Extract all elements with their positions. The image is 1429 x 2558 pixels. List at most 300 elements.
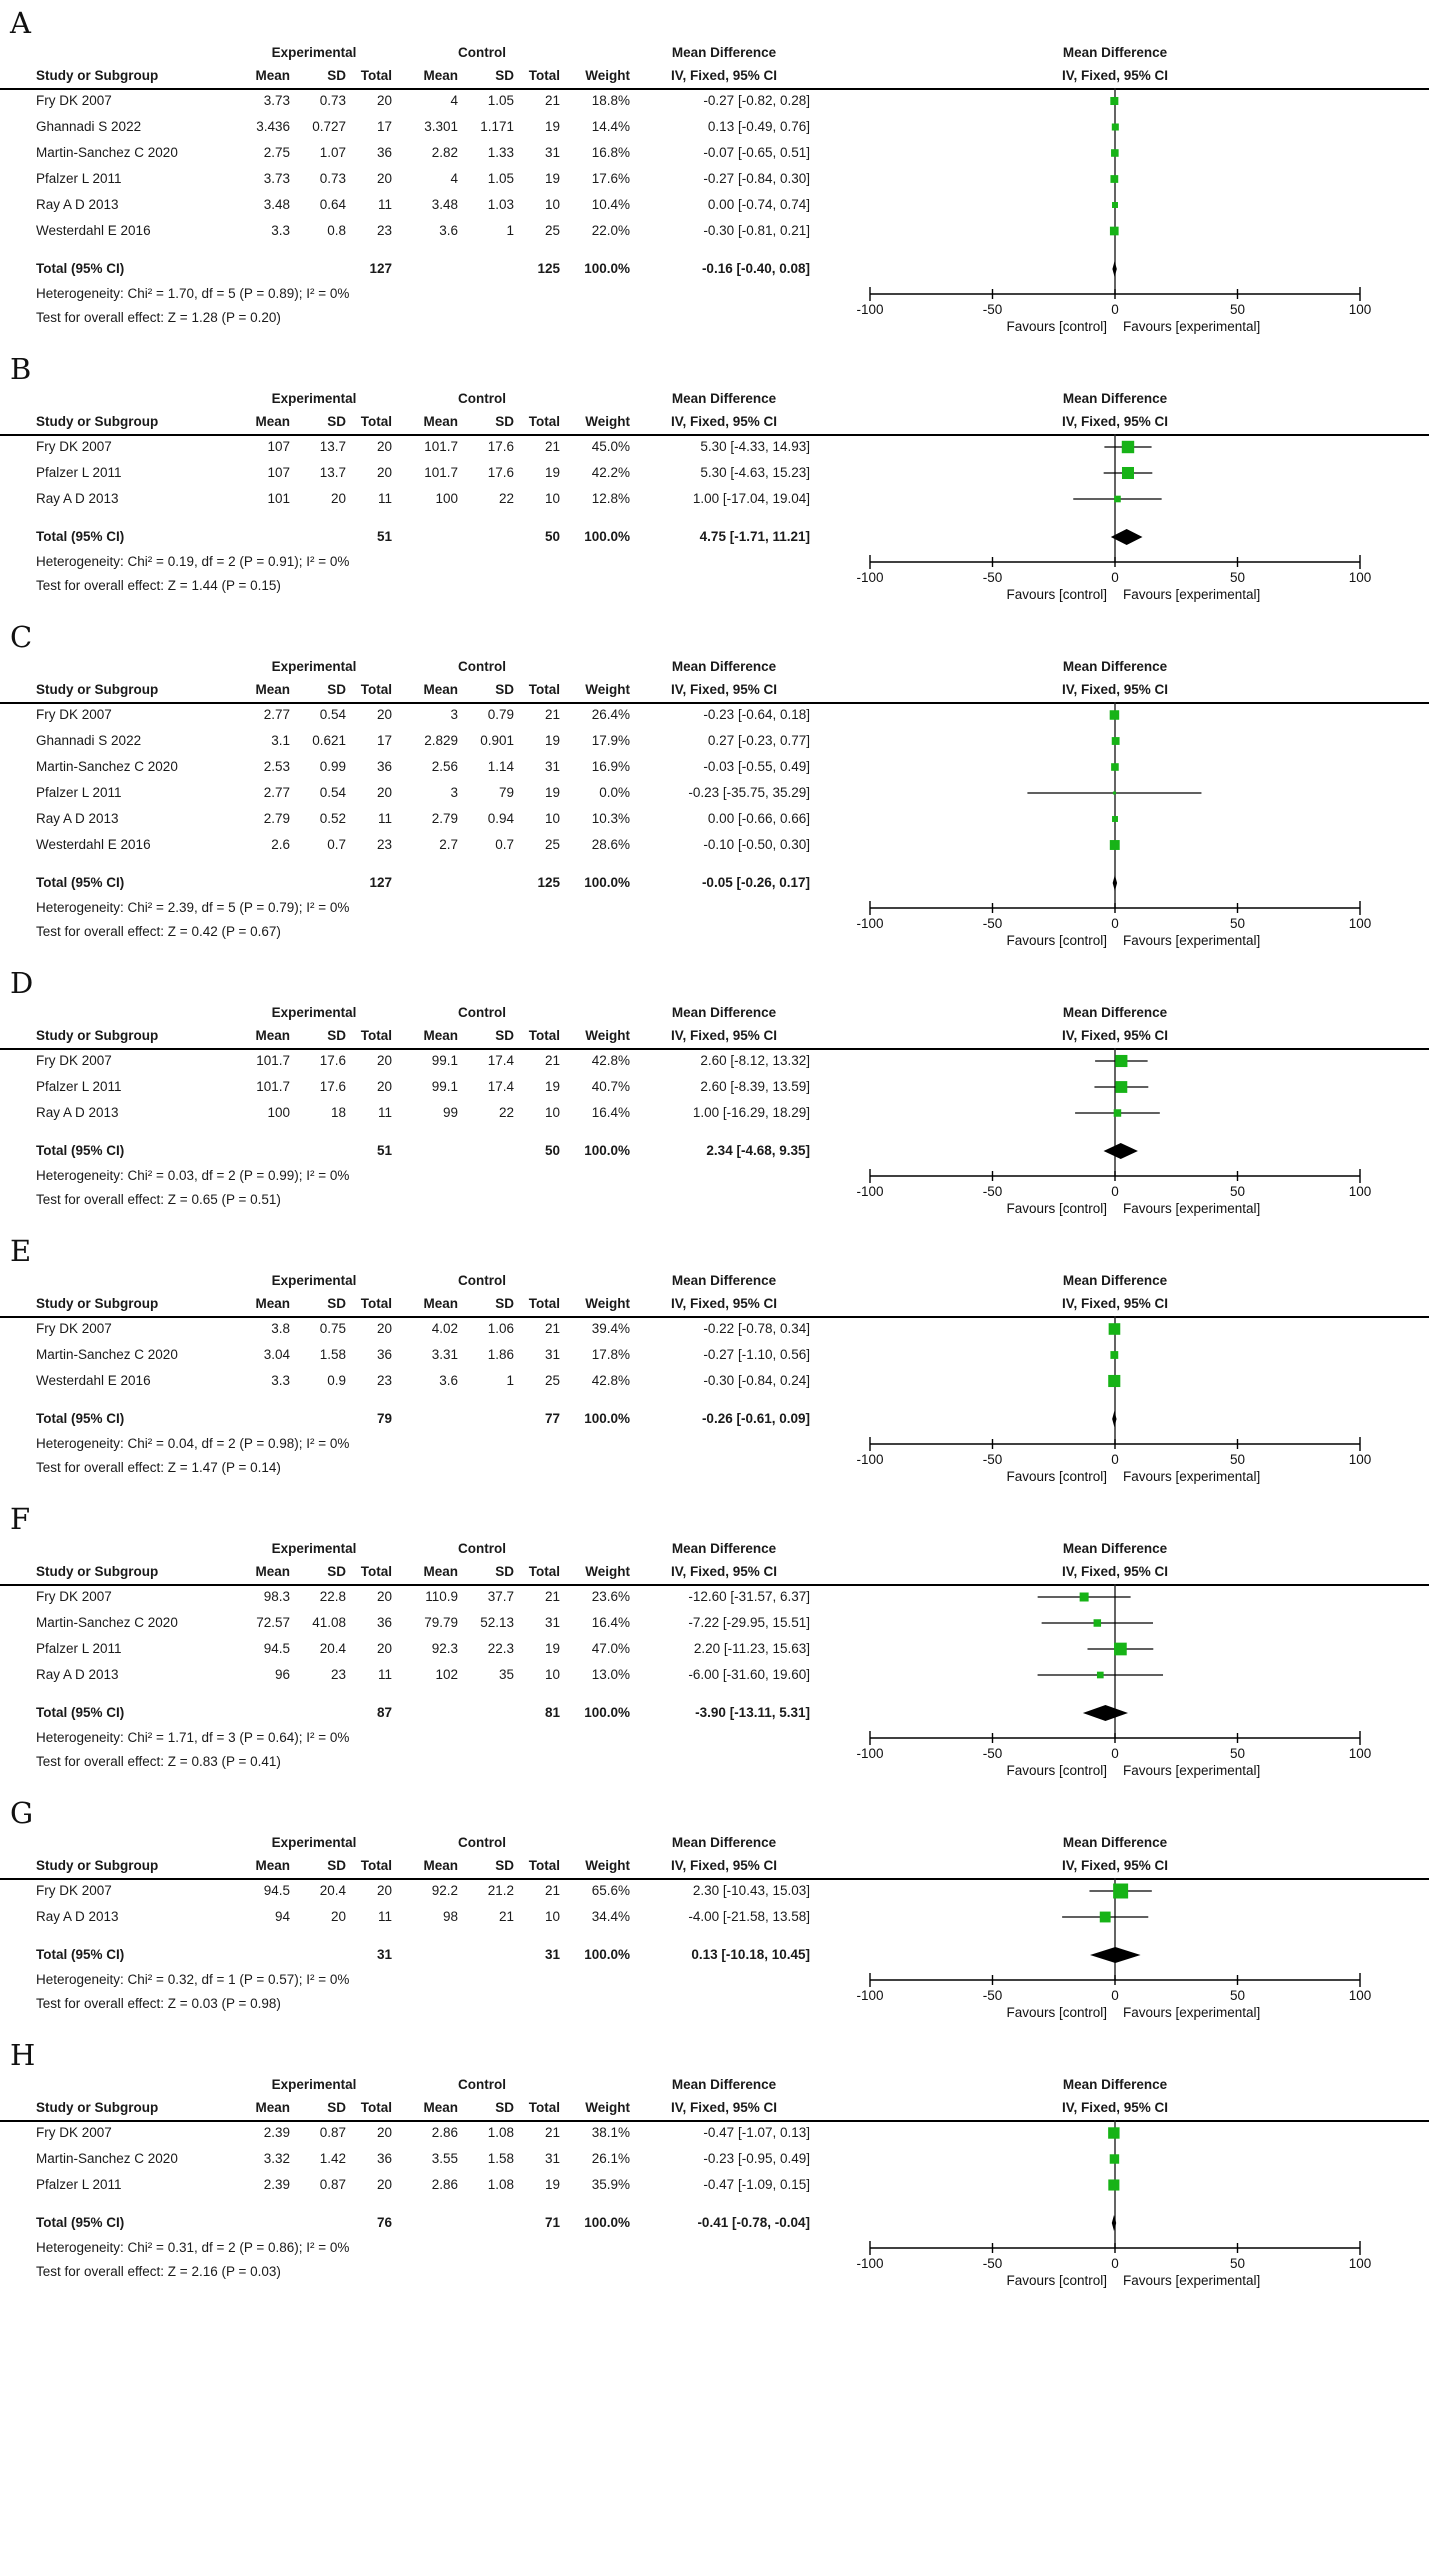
ci-text-cell: -12.60 [-31.57, 6.37] <box>688 1589 810 1604</box>
panel-body-B <box>0 388 1429 604</box>
table-gap <box>0 858 812 870</box>
exp-sd: 0.87 <box>319 2177 346 2192</box>
weight-cell: 26.1% <box>591 2151 630 2166</box>
ci-text-cell: -0.30 [-0.84, 0.24] <box>703 1373 810 1388</box>
exp-total: 11 <box>377 1667 392 1682</box>
total-ci-text: 4.75 [-1.71, 11.21] <box>699 529 810 544</box>
ci-text-cell: 0.27 [-0.23, 0.77] <box>707 733 810 748</box>
ctrl-sd-header: SD <box>495 414 514 429</box>
ctrl-mean: 101.7 <box>424 439 458 454</box>
weight-cell: 16.8% <box>591 145 630 160</box>
study-marker <box>1108 1375 1120 1387</box>
ctrl-sd: 1.58 <box>487 2151 514 2166</box>
control-group-header: Control <box>458 1273 506 1288</box>
control-group-header: Control <box>458 1005 506 1020</box>
axis-tick-label: 0 <box>1111 916 1119 931</box>
axis-tick-label: 100 <box>1348 2256 1372 2271</box>
axis-tick-label: -100 <box>856 1746 884 1761</box>
ctrl-total: 19 <box>544 2177 560 2192</box>
ctrl-sd: 1.03 <box>487 197 514 212</box>
exp-sd: 0.9 <box>327 1373 346 1388</box>
experimental-group-header: Experimental <box>271 1005 357 1020</box>
exp-mean: 98.3 <box>263 1589 290 1604</box>
exp-total: 20 <box>376 465 392 480</box>
total-exp-n: 51 <box>376 529 392 544</box>
weight-cell: 39.4% <box>591 1321 630 1336</box>
total-diamond <box>1104 1143 1138 1159</box>
control-group-header: Control <box>458 45 506 60</box>
exp-sd-header: SD <box>327 68 346 83</box>
plot-effect-header-line1: Mean Difference <box>1062 1273 1168 1288</box>
study-table <box>0 2074 812 2284</box>
study-name: Pfalzer L 2011 <box>36 171 122 186</box>
total-ci-text: -0.05 [-0.26, 0.17] <box>701 875 810 890</box>
control-group-header: Control <box>458 2077 506 2092</box>
total-ctrl-n: 31 <box>544 1947 560 1962</box>
study-marker <box>1122 441 1134 453</box>
ctrl-mean: 3 <box>450 707 458 722</box>
ctrl-mean: 4.02 <box>431 1321 458 1336</box>
ctrl-mean: 4 <box>450 171 458 186</box>
exp-mean: 3.73 <box>263 171 290 186</box>
ctrl-total: 19 <box>544 171 560 186</box>
study-marker <box>1112 123 1119 130</box>
axis-tick-label: 100 <box>1348 570 1372 585</box>
ctrl-sd: 17.6 <box>487 439 514 454</box>
weight-cell: 13.0% <box>591 1667 630 1682</box>
ctrl-total-header: Total <box>528 1296 560 1311</box>
study-name: Ray A D 2013 <box>36 1909 119 1924</box>
exp-total-header: Total <box>360 414 392 429</box>
ctrl-mean: 100 <box>435 491 458 506</box>
study-name: Pfalzer L 2011 <box>36 465 122 480</box>
exp-mean: 107 <box>267 439 290 454</box>
effect-header-line2: IV, Fixed, 95% CI <box>670 682 778 697</box>
ctrl-mean: 3.31 <box>431 1347 458 1362</box>
panel-body-A <box>0 42 1429 336</box>
total-exp-n: 76 <box>376 2215 392 2230</box>
ctrl-sd-header: SD <box>495 682 514 697</box>
exp-total: 36 <box>376 759 392 774</box>
exp-mean: 94 <box>274 1909 290 1924</box>
forest-plot-A <box>830 42 1400 336</box>
effect-header-line1: Mean Difference <box>671 1835 777 1850</box>
weight-cell: 16.4% <box>591 1615 630 1630</box>
ci-text-cell: -0.22 [-0.78, 0.34] <box>703 1321 810 1336</box>
panel-body-G <box>0 1832 1429 2022</box>
exp-sd: 0.621 <box>312 733 346 748</box>
study-name: Ghannadi S 2022 <box>36 733 142 748</box>
study-marker <box>1112 202 1118 208</box>
total-ctrl-n: 125 <box>537 875 560 890</box>
exp-total-header: Total <box>360 1564 392 1579</box>
exp-total: 11 <box>377 1909 392 1924</box>
total-weight: 100.0% <box>584 261 630 276</box>
study-marker <box>1108 2179 1119 2190</box>
exp-mean: 2.79 <box>263 811 290 826</box>
exp-mean: 2.39 <box>263 2125 290 2140</box>
exp-mean: 2.6 <box>271 837 290 852</box>
ctrl-sd: 1.08 <box>487 2125 514 2140</box>
plot-effect-header-line1: Mean Difference <box>1062 2077 1168 2092</box>
study-table <box>0 1832 812 2016</box>
exp-total-header: Total <box>360 2100 392 2115</box>
exp-total: 20 <box>376 1883 392 1898</box>
weight-cell: 28.6% <box>591 837 630 852</box>
study-name: Fry DK 2007 <box>36 1589 112 1604</box>
axis-tick-label: -50 <box>982 570 1003 585</box>
exp-sd: 1.07 <box>319 145 346 160</box>
effect-header-line1: Mean Difference <box>671 659 777 674</box>
axis-tick-label: 0 <box>1111 570 1119 585</box>
study-marker <box>1110 2154 1119 2163</box>
exp-sd: 22.8 <box>319 1589 346 1604</box>
favours-left-label: Favours [control] <box>1006 933 1107 948</box>
exp-sd-header: SD <box>327 1564 346 1579</box>
ctrl-mean: 98 <box>442 1909 458 1924</box>
heterogeneity-text: Heterogeneity: Chi² = 0.19, df = 2 (P = 0.91); I² = 0% <box>36 554 350 569</box>
study-marker <box>1100 1912 1111 1923</box>
study-marker <box>1115 1081 1127 1093</box>
axis-tick-label: 100 <box>1348 1746 1372 1761</box>
favours-right-label: Favours [experimental] <box>1123 933 1261 948</box>
exp-sd-header: SD <box>327 414 346 429</box>
panel-letter-D: D <box>10 966 34 1000</box>
ctrl-total: 31 <box>544 1347 560 1362</box>
exp-total-header: Total <box>360 68 392 83</box>
exp-total: 11 <box>377 811 392 826</box>
ci-text-cell: -4.00 [-21.58, 13.58] <box>688 1909 810 1924</box>
total-ci-text: -0.16 [-0.40, 0.08] <box>701 261 810 276</box>
study-column-header: Study or Subgroup <box>36 414 159 429</box>
ctrl-total: 21 <box>544 2125 560 2140</box>
exp-sd: 20 <box>330 1909 346 1924</box>
exp-total: 11 <box>377 197 392 212</box>
total-ci-text: -0.26 [-0.61, 0.09] <box>701 1411 810 1426</box>
study-name: Ray A D 2013 <box>36 811 119 826</box>
plot-effect-header-line2: IV, Fixed, 95% CI <box>1061 1296 1169 1311</box>
ctrl-sd: 37.7 <box>487 1589 514 1604</box>
exp-mean-header: Mean <box>255 1858 290 1873</box>
total-ctrl-n: 71 <box>544 2215 560 2230</box>
panel-body-E <box>0 1270 1429 1486</box>
panel-body-D <box>0 1002 1429 1218</box>
ctrl-sd-header: SD <box>495 68 514 83</box>
study-name: Martin-Sanchez C 2020 <box>36 1347 178 1362</box>
ctrl-total: 21 <box>544 1053 560 1068</box>
forest-plot-B <box>830 388 1400 604</box>
study-name: Ray A D 2013 <box>36 1667 119 1682</box>
exp-total: 23 <box>376 223 392 238</box>
favours-right-label: Favours [experimental] <box>1123 1469 1261 1484</box>
ctrl-mean-header: Mean <box>423 414 458 429</box>
overall-effect-text: Test for overall effect: Z = 2.16 (P = 0.03) <box>36 2264 281 2279</box>
study-name: Martin-Sanchez C 2020 <box>36 759 178 774</box>
ci-text-cell: 5.30 [-4.63, 15.23] <box>700 465 810 480</box>
exp-sd: 0.73 <box>319 93 346 108</box>
effect-header-line2: IV, Fixed, 95% CI <box>670 1858 778 1873</box>
weight-header: Weight <box>585 1564 630 1579</box>
study-marker <box>1110 840 1120 850</box>
exp-total: 36 <box>376 2151 392 2166</box>
weight-cell: 16.9% <box>591 759 630 774</box>
control-group-header: Control <box>458 1541 506 1556</box>
experimental-group-header: Experimental <box>271 2077 357 2092</box>
exp-mean-header: Mean <box>255 682 290 697</box>
effect-header-line2: IV, Fixed, 95% CI <box>670 1564 778 1579</box>
exp-total: 20 <box>376 93 392 108</box>
study-marker <box>1111 149 1119 157</box>
axis-tick-label: -100 <box>856 916 884 931</box>
overall-effect-text: Test for overall effect: Z = 1.44 (P = 0.15) <box>36 578 281 593</box>
study-name: Westerdahl E 2016 <box>36 837 151 852</box>
control-group-header: Control <box>458 1835 506 1850</box>
ci-text-cell: -0.23 [-0.64, 0.18] <box>703 707 810 722</box>
header-spacer <box>566 1270 636 1292</box>
control-group-header: Control <box>458 659 506 674</box>
weight-cell: 26.4% <box>591 707 630 722</box>
study-marker <box>1080 1593 1089 1602</box>
ctrl-mean: 3.301 <box>424 119 458 134</box>
ctrl-total: 10 <box>544 491 560 506</box>
study-name: Fry DK 2007 <box>36 1053 112 1068</box>
ctrl-mean: 110.9 <box>425 1589 458 1604</box>
exp-mean: 72.57 <box>256 1615 290 1630</box>
weight-cell: 14.4% <box>591 119 630 134</box>
effect-header-line1: Mean Difference <box>671 1005 777 1020</box>
favours-right-label: Favours [experimental] <box>1123 1201 1261 1216</box>
ctrl-sd: 79 <box>498 785 514 800</box>
ctrl-mean-header: Mean <box>423 1858 458 1873</box>
ctrl-mean-header: Mean <box>423 68 458 83</box>
ctrl-total: 31 <box>544 145 560 160</box>
exp-sd: 18 <box>330 1105 346 1120</box>
ctrl-mean: 2.7 <box>439 837 458 852</box>
axis-tick-label: 100 <box>1348 1988 1372 2003</box>
exp-total: 20 <box>376 2177 392 2192</box>
forest-plot-E <box>830 1270 1400 1486</box>
panel-body-C <box>0 656 1429 950</box>
ctrl-total: 19 <box>544 1641 560 1656</box>
exp-sd: 1.58 <box>319 1347 346 1362</box>
ctrl-sd: 0.94 <box>487 811 514 826</box>
ctrl-sd: 1.33 <box>487 145 514 160</box>
experimental-group-header: Experimental <box>271 1541 357 1556</box>
exp-mean: 2.77 <box>263 785 290 800</box>
header-spacer <box>0 1002 230 1024</box>
ctrl-total-header: Total <box>528 682 560 697</box>
exp-sd-header: SD <box>327 2100 346 2115</box>
ctrl-total: 21 <box>544 1883 560 1898</box>
total-ci-text: 2.34 [-4.68, 9.35] <box>706 1143 810 1158</box>
total-row-label: Total (95% CI) <box>36 261 125 276</box>
exp-total: 11 <box>377 1105 392 1120</box>
ctrl-sd-header: SD <box>495 1858 514 1873</box>
plot-effect-header-line1: Mean Difference <box>1062 1835 1168 1850</box>
study-name: Westerdahl E 2016 <box>36 1373 151 1388</box>
weight-header: Weight <box>585 2100 630 2115</box>
study-column-header: Study or Subgroup <box>36 682 159 697</box>
study-name: Martin-Sanchez C 2020 <box>36 1615 178 1630</box>
total-weight: 100.0% <box>584 529 630 544</box>
favours-left-label: Favours [control] <box>1006 1469 1107 1484</box>
study-name: Fry DK 2007 <box>36 1321 112 1336</box>
study-name: Martin-Sanchez C 2020 <box>36 145 178 160</box>
panel-letter-B: B <box>10 352 32 386</box>
axis-tick-label: 50 <box>1229 1988 1246 2003</box>
total-exp-n: 79 <box>376 1411 392 1426</box>
ci-text-cell: 2.30 [-10.43, 15.03] <box>692 1883 810 1898</box>
study-table <box>0 656 812 944</box>
ctrl-sd: 22 <box>498 1105 514 1120</box>
exp-mean-header: Mean <box>255 68 290 83</box>
axis-tick-label: 0 <box>1111 1988 1119 2003</box>
study-table <box>0 1538 812 1774</box>
weight-cell: 16.4% <box>591 1105 630 1120</box>
axis-tick-label: -100 <box>856 302 884 317</box>
ci-text-cell: 0.13 [-0.49, 0.76] <box>707 119 810 134</box>
weight-cell: 42.2% <box>591 465 630 480</box>
ci-text-cell: -0.27 [-0.84, 0.30] <box>703 171 810 186</box>
table-gap <box>0 1688 812 1700</box>
exp-mean: 3.48 <box>263 197 290 212</box>
forest-panel-B <box>0 350 1429 604</box>
ctrl-mean: 3.48 <box>431 197 458 212</box>
total-ctrl-n: 77 <box>544 1411 560 1426</box>
header-spacer <box>566 656 636 678</box>
effect-header-line2: IV, Fixed, 95% CI <box>670 2100 778 2115</box>
ctrl-total: 21 <box>544 439 560 454</box>
ctrl-sd: 1.08 <box>487 2177 514 2192</box>
total-ci-text: -3.90 [-13.11, 5.31] <box>695 1705 810 1720</box>
ctrl-sd: 1.05 <box>487 171 514 186</box>
exp-sd-header: SD <box>327 1028 346 1043</box>
ctrl-sd-header: SD <box>495 1564 514 1579</box>
ci-text-cell: -0.47 [-1.09, 0.15] <box>703 2177 810 2192</box>
plot-effect-header-line2: IV, Fixed, 95% CI <box>1061 68 1169 83</box>
exp-total-header: Total <box>360 1858 392 1873</box>
total-row-label: Total (95% CI) <box>36 1143 125 1158</box>
panel-letter-G: G <box>10 1796 34 1830</box>
axis-tick-label: -100 <box>856 1184 884 1199</box>
ctrl-mean: 92.3 <box>431 1641 458 1656</box>
study-column-header: Study or Subgroup <box>36 1296 159 1311</box>
axis-tick-label: 50 <box>1229 302 1246 317</box>
ctrl-mean-header: Mean <box>423 1564 458 1579</box>
ctrl-total: 31 <box>544 1615 560 1630</box>
study-marker <box>1113 1884 1128 1899</box>
study-table <box>0 42 812 330</box>
plot-effect-header-line1: Mean Difference <box>1062 1541 1168 1556</box>
favours-right-label: Favours [experimental] <box>1123 587 1261 602</box>
study-column-header: Study or Subgroup <box>36 1028 159 1043</box>
ctrl-sd: 1.06 <box>487 1321 514 1336</box>
ctrl-total: 10 <box>544 197 560 212</box>
heterogeneity-text: Heterogeneity: Chi² = 0.03, df = 2 (P = 0.99); I² = 0% <box>36 1168 350 1183</box>
study-name: Westerdahl E 2016 <box>36 223 151 238</box>
weight-cell: 17.9% <box>591 733 630 748</box>
axis-tick-label: -50 <box>982 916 1003 931</box>
exp-sd: 0.54 <box>319 707 346 722</box>
total-row-label: Total (95% CI) <box>36 875 125 890</box>
exp-mean-header: Mean <box>255 1028 290 1043</box>
ctrl-total: 10 <box>544 1105 560 1120</box>
total-row-label: Total (95% CI) <box>36 529 125 544</box>
ctrl-total: 10 <box>544 1667 560 1682</box>
axis-tick-label: 0 <box>1111 1184 1119 1199</box>
forest-panel-G <box>0 1794 1429 2022</box>
weight-cell: 34.4% <box>591 1909 630 1924</box>
ctrl-total: 25 <box>544 1373 560 1388</box>
study-marker <box>1111 763 1119 771</box>
ci-text-cell: -6.00 [-31.60, 19.60] <box>688 1667 810 1682</box>
heterogeneity-text: Heterogeneity: Chi² = 2.39, df = 5 (P = 0.79); I² = 0% <box>36 900 350 915</box>
exp-total: 23 <box>376 1373 392 1388</box>
axis-tick-label: 0 <box>1111 302 1119 317</box>
plot-effect-header-line2: IV, Fixed, 95% CI <box>1061 2100 1169 2115</box>
ctrl-mean: 2.86 <box>431 2125 458 2140</box>
ctrl-sd: 17.4 <box>487 1079 514 1094</box>
exp-mean: 3.3 <box>271 1373 290 1388</box>
heterogeneity-text: Heterogeneity: Chi² = 0.04, df = 2 (P = 0.98); I² = 0% <box>36 1436 350 1451</box>
ci-text-cell: 2.60 [-8.12, 13.32] <box>700 1053 810 1068</box>
study-marker <box>1113 792 1116 795</box>
ctrl-mean: 102 <box>435 1667 458 1682</box>
ctrl-total: 19 <box>544 785 560 800</box>
axis-tick-label: 100 <box>1348 302 1372 317</box>
ci-text-cell: 0.00 [-0.74, 0.74] <box>707 197 810 212</box>
axis-tick-label: 100 <box>1348 916 1372 931</box>
exp-total: 11 <box>377 491 392 506</box>
experimental-group-header: Experimental <box>271 1273 357 1288</box>
axis-tick-label: 50 <box>1229 1452 1246 1467</box>
ctrl-sd: 1 <box>506 1373 514 1388</box>
ctrl-sd: 17.4 <box>487 1053 514 1068</box>
experimental-group-header: Experimental <box>271 1835 357 1850</box>
ctrl-mean-header: Mean <box>423 682 458 697</box>
exp-sd-header: SD <box>327 1858 346 1873</box>
ctrl-sd: 1.14 <box>487 759 514 774</box>
study-marker <box>1112 737 1120 745</box>
weight-cell: 10.3% <box>591 811 630 826</box>
exp-total: 20 <box>376 707 392 722</box>
favours-left-label: Favours [control] <box>1006 319 1107 334</box>
ctrl-sd: 21.2 <box>487 1883 514 1898</box>
study-marker <box>1114 496 1121 503</box>
study-column-header: Study or Subgroup <box>36 68 159 83</box>
ctrl-sd-header: SD <box>495 2100 514 2115</box>
exp-mean: 2.53 <box>263 759 290 774</box>
axis-tick-label: -50 <box>982 1184 1003 1199</box>
study-marker <box>1097 1672 1104 1679</box>
exp-mean: 3.32 <box>263 2151 290 2166</box>
ctrl-mean: 79.79 <box>424 1615 458 1630</box>
exp-mean: 2.77 <box>263 707 290 722</box>
experimental-group-header: Experimental <box>271 391 357 406</box>
study-marker <box>1108 2127 1119 2138</box>
weight-header: Weight <box>585 68 630 83</box>
ci-text-cell: 2.60 [-8.39, 13.59] <box>700 1079 810 1094</box>
axis-tick-label: -100 <box>856 1988 884 2003</box>
exp-mean: 3.04 <box>263 1347 290 1362</box>
plot-effect-header-line1: Mean Difference <box>1062 1005 1168 1020</box>
weight-cell: 42.8% <box>591 1373 630 1388</box>
ctrl-mean: 101.7 <box>424 465 458 480</box>
exp-sd: 0.99 <box>319 759 346 774</box>
axis-tick-label: 50 <box>1229 570 1246 585</box>
study-marker <box>1114 1109 1121 1116</box>
favours-right-label: Favours [experimental] <box>1123 2273 1261 2288</box>
